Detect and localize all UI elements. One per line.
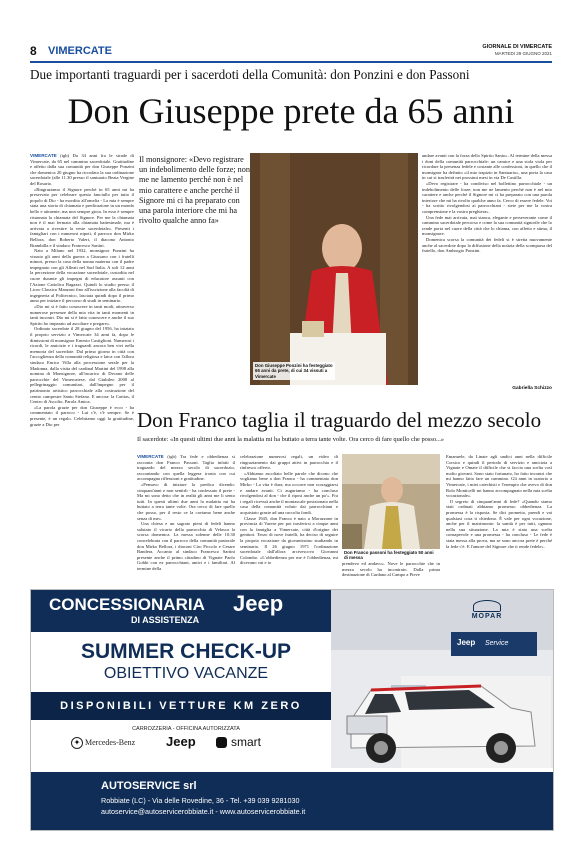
article2-column-1 bbox=[137, 454, 235, 570]
ad-promo-subtitle: OBIETTIVO VACANZE bbox=[103, 665, 269, 682]
ad-strip-text: DISPONIBILI VETTURE KM ZERO bbox=[60, 700, 302, 712]
section-label: VIMERCATE bbox=[48, 45, 112, 57]
ad-brand-logos bbox=[71, 736, 311, 752]
passoni-photo-caption: Don Franco passoni ha festeggiato 50 anni di messa bbox=[344, 550, 434, 561]
article1-paragraph: Ordinato sacerdote il 28 giugno del 1956, ha iniziato il proprio servizio a Vimercate 34 anni fa, dopo le dimissioni di monsignor Ernesto Castiglioni. Numerosi i ricordi, le amicizie e i traguardi ancora ben vivi nella memoria del sacerdote. Dal primo giorno in città con l'accoglienza della comunità religiosa e laica con l'allora sindaco Enrico Villa alla processione serale per la Madonna, dalla visita del cardinal Martini del 1998 alla nomina di Monsignore, all'incarico di Decano delle parrocchie del Vimercatese, dal Giubileo 2000 al pellegrinaggio comunitari, dall'impegno per il patrimonio artistico parrocchiale alla costruzione del centro campestre Santo Stefano. E ancora: la Caritas, il Centro di Ascolto, Parola Amica. bbox=[30, 326, 134, 405]
article1-paragraph: Una fede mai arrivata, mai stanca, elegante e perseverante come il cammino sacerdotale percorso e come la sua comunità signorile che lo rende porta nel cuore della città che lo chiama, con affetto e stima, il monsignore. bbox=[422, 214, 552, 237]
company-contact: autoservice@autoservicerobbiate.it - www.autoservicerobbiate.it bbox=[101, 807, 306, 816]
article2-column-2 bbox=[240, 454, 338, 570]
mopar-icon bbox=[473, 600, 501, 612]
article2-subhead: Il sacerdote: «In questi ultimi due anni la malattia mi ha buttato a terra tante volte. Ora cerco di fare quello che posso...» bbox=[137, 436, 444, 443]
article2-paragraph: celebrazione numerosi regali, un video di ringraziamento dai gruppi attivi in parrocchia e il rinfresco offerto. bbox=[240, 454, 338, 471]
ponzini-photo-illustration bbox=[250, 153, 418, 385]
article2-paragraph: prendevo ed andavo». Nove le parrocchie che in mezzo secolo ha incontrato. Dalla prima destinazione di Cardano al Campo a Pieve bbox=[342, 561, 440, 578]
passoni-photo bbox=[342, 454, 440, 549]
ad-subtitle: DI ASSISTENZA bbox=[131, 615, 200, 625]
pull-quote: Il monsignore: «Devo registrare un indebolimento delle forze; non me ne lamento perché non è nel mio carattere e anche perché il Signore mi ci ha preparato con una parola interiore che mi ha rivolto qualche anno fa» bbox=[139, 155, 250, 226]
jeep-car-illustration bbox=[331, 590, 553, 768]
page-header bbox=[30, 44, 552, 60]
article2-paragraph: «Abbiamo ascoltato belle parole che dicono che vogliamo bene a don Franco - ha commentato don Mirko - La vita è dura, ma occorre non scoraggiarsi e andare avanti. Ci auguriamo - ha concluso rivolgendosi al don - che il riposi anche un po'». Fra i regali ricevuti anche il montascale posizionato nella casa della comunità voluto dai parrocchiani e acquistato grazie ad una raccolta fondi. bbox=[240, 470, 338, 515]
ad-contact-bar bbox=[31, 772, 553, 830]
ponzini-photo-caption: Don Giuseppe Ponzini ha festeggiato 65 anni da prete, di cui 34 vissuti a Vimercate bbox=[253, 362, 335, 380]
article1-column-4 bbox=[422, 153, 552, 385]
ad-km-zero-strip bbox=[31, 692, 331, 720]
shop-service-label: Service bbox=[485, 640, 509, 647]
dateline: VIMERCATE bbox=[137, 454, 164, 459]
company-address: Robbiate (LC) - Via delle Rovedine, 36 - Tel. +39 039 9281030 bbox=[101, 796, 300, 805]
ad-jeep-logo: Jeep bbox=[233, 591, 284, 616]
jeep-small-logo: Jeep bbox=[166, 734, 196, 749]
mercedes-logo-icon: ✦ bbox=[71, 737, 83, 749]
mopar-logo bbox=[455, 600, 519, 622]
header-rule bbox=[30, 61, 552, 63]
advertisement bbox=[30, 589, 554, 831]
article1-paragraph: «La parola grazie per don Giuseppe è ecco - ha commentato il parroco - Lui c'è, c'è sempre. Se è presente, è un regalo. Celebriamo oggi la gratitudine, grazie a Dio per bbox=[30, 404, 134, 427]
shop-service-sign bbox=[451, 632, 537, 656]
article2-paragraph: Emanuele, da Linate agli undici anni nella difficile Corsico e quindi il periodo di servizio e amicizia a Vignate e Omate il difficile che si faccia una scelta così molto giovani. Sono stato fortunato, ho fatto incontri che mi hanno fatto fare un cammino. Gli anni in oratorio a Vimercate, i miei catechisti e l'esempio che avevo di don Rolo Monticelli mi hanno accompagnato nella mia scelta vocazionale». bbox=[446, 454, 552, 499]
issue-date: MARTEDI 29 GIUGNO 2021 bbox=[494, 51, 552, 56]
article2-paragraph: Classe 1945, don Franco è nato a Morazzone in provincia di Varese per poi trasferirsi a cinque anni con la famiglia a Vimercate, città d'origine dei genitori. Terzo di nove fratelli, ha deciso di seguire la propria vocazione da giovanissimo studiando in seminario. Il 26 giugno 1971 l'ordinazione sacerdotale dall'allora arcivescovo Giovanni Colombo. «L'obbedienza per me è l'obbedienza, mi dicevano vai e io bbox=[240, 515, 338, 566]
headline: Don Giuseppe prete da 65 anni bbox=[67, 91, 515, 131]
article1-paragraph: andare avanti con la forza dello Spirito Santo». Al termine della messa i doni della comunità parrocchiale: un camice e una stola viola per ricordare la presenza fedele e costante alle confessioni, in quello che il monsignor ha definito «il mio trapizio in Santuario», una porta la casa in cui si trasferirà nei prossimi mesi in via De Castilla. bbox=[422, 153, 552, 181]
article2-paragraph: «Pensavo di iniziare la predica dicendo: cinquant'anni e non sentirli - ha confessato il prete - Ma mi sono detto che in realtà gli anni me li sento tutti. In questi ultimi due anni la malattia mi ha buttato a terra tante volte. Ora cerco di fare quello che posso, per il resto ce la caviamo bene anche senza di me». bbox=[137, 481, 235, 521]
mopar-label: MOPAR bbox=[471, 613, 503, 620]
shop-jeep-label: Jeep bbox=[457, 638, 476, 647]
article2-paragraph: (tgb) Tra fede e obbedienza si racconta don Franco Passoni. Taglia infatti il traguardo del mezzo secolo di sacerdozio, raccontando con quella leggera ironia con cui accompagna riflessioni e gratitudine. bbox=[137, 454, 235, 482]
ponzini-photo bbox=[250, 153, 418, 385]
article1-column-1 bbox=[30, 153, 134, 571]
article1-paragraph: Domenica scorsa la comunità dei fedeli si è stretta nuovamente anche al sacerdote dopo la diffusione della notizia della scomparsa del fratello, don Ambrogio Ponzini. bbox=[422, 236, 552, 254]
dateline: VIMERCATE bbox=[30, 153, 57, 158]
article2-column-3-tail bbox=[342, 561, 440, 583]
smart-label: smart bbox=[231, 735, 261, 749]
article2-paragraph: Una chiesa e un sagrato pieni di fedeli hanno salutato il vicario della parrocchia di Velasca la scorsa domenica. La messa solenne delle 10.30 concelebrata con il parroco della comunità pastorale don Mirko Bellora, i diaconi Ciro Piccolo e Cesare Bandera. Accanto al sindaco Francesco Sartini presente anche il primo cittadino di Vignate Paolo Gobbi con ex parrocchiani, amici e i familiari. Al termine della bbox=[137, 521, 235, 570]
passoni-photo-illustration bbox=[342, 454, 440, 549]
article2-headline: Don Franco taglia il traguardo del mezzo secolo bbox=[137, 408, 542, 432]
article1-paragraph: (tgb) Da 34 anni fra le strade di Vimercate, da 65 nel cammino sacerdotale. Gratitudine e affetto dalla sua comunità per don Giuseppe Ponzini che domenica 20 giugno ha ricordato la sua ordinazione sacerdotale (alle 11.30 presso il santuario Beata Vergine del Rosario. bbox=[30, 153, 134, 186]
ad-promo-title: SUMMER CHECK-UP bbox=[81, 640, 291, 663]
article1-paragraph: «Dio mi si è fatto conoscere in tanti modi, attraverso numerose presenze della mia vita in tanti momenti in tanti incontri. Dio mi si è fatto conoscere e anche il suo Spirito ho imparato ad ascoltare e pregare». bbox=[30, 304, 134, 326]
company-name: AUTOSERVICE srl bbox=[101, 780, 197, 792]
ad-body-label: CARROZZERIA - OFFICINA AUTORIZZATA bbox=[132, 726, 240, 732]
mercedes-label: Mercedes-Benz bbox=[85, 738, 136, 747]
byline: Gabriella Schizzo bbox=[512, 386, 552, 391]
page-number: 8 bbox=[30, 44, 37, 58]
article1-paragraph: Nato a Milano nel 1932, monsignor Ponzini ha vissuto gli anni della guerra a Giussano con i fratelli minori, presso la casa della nonna materna con il padre impegnato con gli Alleati nel Sud Italia. A soli 12 anni la percezione della vocazione sacerdotale, custodita nel cuore durante gli impegni di educatore assunti con l'Azione Cattolica Ragazzi. Quindi lo studio presso il Liceo Classico Manzoni fino all'iscrizione alla facoltà di ingegneria al Politecnico, lasciata quindi dopo il primo anno per iniziare il percorso di studi in seminario. bbox=[30, 248, 134, 304]
ad-title: CONCESSIONARIA bbox=[49, 595, 205, 614]
article2-column-4 bbox=[446, 454, 552, 584]
article1-paragraph: «Devo registrare - ha condiviso nel bollettino parrocchiale - un indebolimento delle forze; non me ne lamento perché non è nel mio carattere e anche perché il Signore mi ci ha preparato con una parola interiore che mi ha rivolto qualche anno fa. Cerco di essere fedele. Voi - ha scritto rivolgendosi ai parrocchiani - siete per me la vostra comprensione e la vostra preghiera». bbox=[422, 180, 552, 214]
newspaper-name: GIORNALE DI VIMERCATE bbox=[482, 44, 552, 50]
ad-car-photo bbox=[331, 590, 553, 768]
kicker: Due importanti traguardi per i sacerdoti della Comunità: don Ponzini e don Passoni bbox=[30, 67, 470, 82]
article2-paragraph: Il segreto di cinquant'anni di fede? «Quando siamo stati ordinati abbiamo promesso obbedienza. La promessa è la risposta. Se dici prometto, prendi e vai qualsiasi cosa ti chiedono. È vale per ogni vocazione, anche per il matrimonio: la sanità è per tutti, ognuno nella sua situazione. La mia è stata una scelta consapevole e una promessa - ha concluso - Le fede è stata messa alla prova, ma se sono ancora prete è perché la fede c'è. E l'amore del Signore che ti rende fedele». bbox=[446, 498, 552, 549]
ad-header-block bbox=[31, 590, 331, 632]
article1-paragraph: «Ringraziamo il Signore perché in 65 anni mi ha preservato per celebrare questo fanciullo per tutto il popolo di Dio - ha esordito all'omelia - La mia è sempre stata una storia di chiamata e predicazione in un mondo bello e attraente, ma non sempre gioia. In esso è sempre risuonata la chiamata del Signore. Per me la chiamata non è il mai fermata alla chiamata battesimale, ma è arrivata a rivestire la veste sacerdotale». Presenti i famigliari con i numerosi nipoti, il parroco don Mirko Bellora, don Roberto Valeri, il diacono Antonio Brambilla e il sindaco Francesco Sartini. bbox=[30, 186, 134, 248]
smart-logo-icon bbox=[216, 737, 227, 748]
